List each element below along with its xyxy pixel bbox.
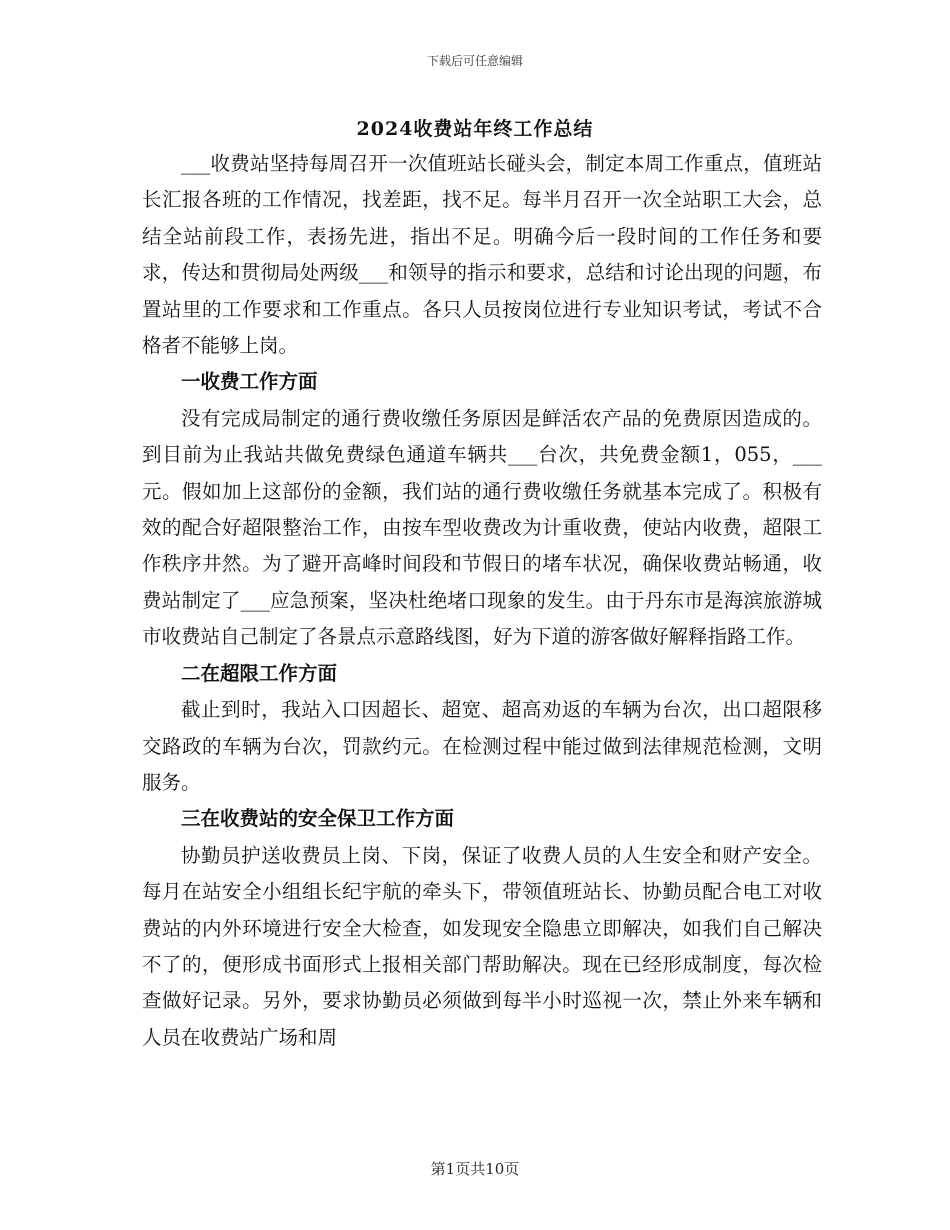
section-heading-overload-work: 二在超限工作方面 bbox=[181, 661, 338, 685]
page-number: 第1页共10页 bbox=[430, 1160, 520, 1178]
section-body-overload-work: 截止到时，我站入口因超长、超宽、超高劝返的车辆为台次，出口超限移交路政的车辆为台次，罚款约元。在检测过程中能过做到法律规范检测，文明服务。 bbox=[142, 698, 822, 794]
document-body bbox=[142, 146, 822, 1056]
page-header-note: 下载后可任意编辑 bbox=[426, 54, 523, 68]
section-body-toll-work: 没有完成局制定的通行费收缴任务原因是鲜活农产品的免费原因造成的。到目前为止我站共做免费绿色通道车辆共___台次，共免费金额1，055，___元。假如加上这部份的金额，我们站的通行费收缴任务就基本完成了。积极有效的配合好超限整治工作，由按车型收费改为计重收费，使站内收费，超限工作秩序井然。为了避开高峰时间段和节假日的堵车状况，确保收费站畅通，收费站制定了___应急预案，坚决杜绝堵口现象的发生。由于丹东市是海滨旅游城市收费站自己制定了各景点示意路线图，好为下道的游客做好解释指路工作。 bbox=[142, 406, 822, 649]
section-heading-toll-work: 一收费工作方面 bbox=[181, 370, 318, 394]
document-title: 2024收费站年终工作总结 bbox=[356, 118, 594, 140]
section-body-security-work: 协勤员护送收费员上岗、下岗，保证了收费人员的人生安全和财产安全。每月在站安全小组组长纪宇航的牵头下，带领值班站长、协勤员配合电工对收费站的内外环境进行安全大检查，如发现安全隐患立即解决，如我们自己解决不了的，便形成书面形式上报相关部门帮助解决。现在已经形成制度，每次检查做好记录。另外，要求协勤员必须做到每半小时巡视一次，禁止外来车辆和人员在收费站广场和周 bbox=[142, 843, 822, 1049]
intro-paragraph: ___收费站坚持每周召开一次值班站长碰头会，制定本周工作重点，值班站长汇报各班的工作情况，找差距，找不足。每半月召开一次全站职工大会，总结全站前段工作，表扬先进，指出不足。明确今后一段时间的工作任务和要求，传达和贯彻局处两级___和领导的指示和要求，总结和讨论出现的问题，布置站里的工作要求和工作重点。各只人员按岗位进行专业知识考试，考试不合格者不能够上岗。 bbox=[142, 152, 822, 358]
section-heading-security-work: 三在收费站的安全保卫工作方面 bbox=[181, 807, 455, 831]
